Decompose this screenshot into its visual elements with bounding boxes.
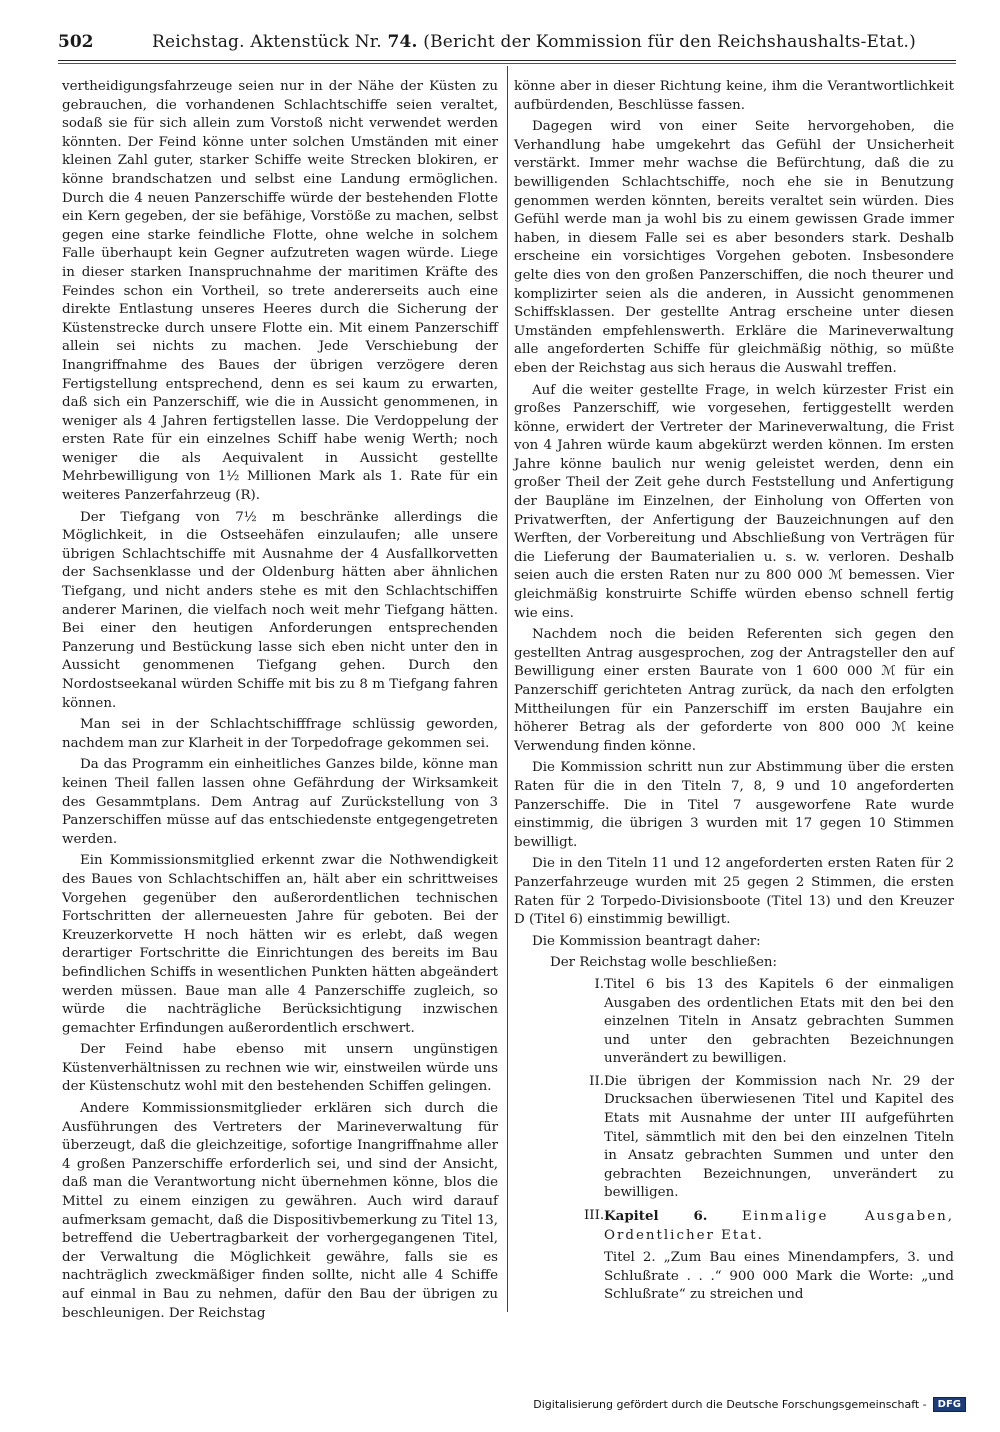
dfg-logo: DFG (933, 1397, 966, 1412)
chapter-label: Kapitel 6. (604, 1208, 708, 1225)
right-column (514, 78, 954, 1308)
footer-text: Digitalisierung gefördert durch die Deutsche Forschungsgemeinschaft - (533, 1398, 927, 1411)
right-paragraph: Nachdem noch die beiden Referenten sich gegen den gestellten Antrag ausgesprochen, zog der Antragsteller den auf Bewilligung einer ersten Baurate von 1 600 000 ℳ für ein Panzerschiff gerichteten Antrag zurück, da nach den erfolgten Mittheilungen für ein Panzerschiff im ersten Baujahre ein höherer Betrag als der geforderte von 800 000 ℳ keine Verwendung finden könne. (514, 627, 954, 754)
item-text: Die übrigen der Kommission nach Nr. 29 der Drucksachen überwiesenen Titel und Kapitel des Etats mit Ausnahme der unter III aufgeführten Titel, sämmtlich mit den bei den einzelnen Titeln in Ansatz gebrachten Summen und unter den gebrachten Bezeichnungen, unverändert zu bewilligen. (604, 1073, 954, 1201)
titel-2-line: Titel 2. „Zum Bau eines Minendampfers, 3. und Schlußrate . . .“ 900 000 Mark die Worte: „und Schlußrate“ zu streichen und (604, 1250, 954, 1303)
left-paragraph: Da das Programm ein einheitliches Ganzes bilde, könne man keinen Theil fallen lassen ohne Gefährdung der Wirksamkeit des Gesammtplans. Dem Antrag auf Zurückstellung von 3 Panzerschiffen müsse auf das entschiedenste entgegengetreten werden. (62, 757, 498, 847)
right-paragraph: Die Kommission schritt nun zur Abstimmung über die ersten Raten für die in den Titeln 7, 8, 9 und 10 angeforderten Panzerschiffe. Die in Titel 7 ausgeworfene Rate wurde einstimmig, die übrigen 3 wurden mit 17 gegen 10 Stimmen bewilligt. (514, 760, 954, 850)
item-mark: II. (589, 1073, 604, 1089)
footer-credit (533, 1397, 966, 1412)
motion-intro: Die Kommission beantragt daher: (532, 933, 761, 949)
title-suffix: (Bericht der Kommission für den Reichshaushalts-Etat.) (423, 32, 916, 52)
left-column (62, 78, 498, 1326)
resolve-line: Der Reichstag wolle beschließen: (550, 955, 778, 971)
left-paragraph: Andere Kommissionsmitglieder erklären sich durch die Ausführungen des Vertreters der Marineverwaltung für überzeugt, daß die gleichzeitige, sofortige Inangriffnahme aller 4 großen Panzerschiffe erforderlich sei, und sind der Ansicht, daß man die Verantwortung nicht übernehmen könne, blos die Mittel zu einem einzigen zu gewähren. Auch wird darauf aufmerksam gemacht, daß die Dispositivbemerkung zu Titel 13, betreffend die Uebertragbarkeit der vorhergegangenen Titel, der Verwaltung die Möglichkeit gewähre, falls sie es nachträglich zweckmäßiger finden sollte, nicht alle 4 Schiffe auf einmal in Bau zu nehmen, dafür den Bau der übrigen zu beschleunigen. Der Reichstag (62, 1101, 498, 1321)
left-paragraph: Man sei in der Schlachtschifffrage schlüssig geworden, nachdem man zur Klarheit in der Torpedofrage gekommen sei. (62, 717, 498, 751)
page-header (58, 32, 954, 58)
document-number: 74. (387, 32, 418, 52)
column-divider (507, 66, 508, 1312)
right-paragraph: Auf die weiter gestellte Frage, in welch kürzester Frist ein großes Panzerschiff, wie vorgesehen, fertiggestellt werden könne, erwidert der Vertreter der Marineverwaltung, die Frist von 4 Jahren würde kaum abgekürzt werden können. Im ersten Jahre könne baulich nur wenig geleistet werden, denn ein großer Theil der Zeit gehe durch Feststellung und Anfertigung der Baupläne im Einzelnen, der Einholung von Offerten von Privatwerften, der Anfertigung der Bauzeichnungen auf den Werften, der Vorbereitung und Abschließung von Verträgen für die Lieferung der Baumaterialien u. s. w. verloren. Deshalb seien auch die ersten Raten nur zu 800 000 ℳ bemessen. Vier gleichmäßig konstruirte Schiffe würden ebenso schnell fertig wie eins. (514, 382, 954, 621)
right-paragraph: Die in den Titeln 11 und 12 angeforderten ersten Raten für 2 Panzerfahrzeuge wurden mit 25 gegen 2 Stimmen, die ersten Raten für 2 Torpedo-Divisionsboote (Titel 13) und den Kreuzer D (Titel 6) einstimmig bewilligt. (514, 856, 954, 928)
title-prefix: Reichstag. Aktenstück Nr. (152, 32, 382, 52)
left-paragraph: vertheidigungsfahrzeuge seien nur in der Nähe der Küsten zu gebrauchen, die vorhandenen Schlachtschiffe seien veraltet, sodaß sie für sich allein zum Vorstoß nicht verwendet werden könnten. Der Feind könne unter solchen Umständen mit einer kleinen Zahl guter, starker Schiffe weite Strecken blokiren, er könne brandschatzen und selbst eine Landung ermöglichen. Durch die 4 neuen Panzerschiffe würde der bestehenden Flotte ein Kern gegeben, der sie befähige, Vorstöße zu machen, selbst gegen eine starke feindliche Flotte, ohne welche in solchem Falle überhaupt kein Gegner aufzutreten wagen würde. Liege in dieser starken Inanspruchnahme der maritimen Kräfte des Feindes schon ein Vortheil, so trete andererseits auch eine direkte Entlastung unseres Heeres durch die Sicherung der Küstenstrecke durch unsere Flotte ein. Mit einem Panzerschiff allein sei nichts zu machen. Jede Verschiebung der Inangriffnahme des Baues der übrigen verzögere deren Fertigstellung entsprechend, denn es sei kaum zu erwarten, daß sich ein Panzerschiff, wie die in Aussicht genommenen, in weniger als 4 Jahren fertigstellen lasse. Die Verdoppelung der ersten Rate für ein einzelnes Schiff habe wenig Werth; noch weniger die als Aequivalent in Aussicht gestellte Mehrbewilligung von 1½ Millionen Mark als 1. Rate für ein weiteres Panzerfahrzeug (R). (62, 79, 498, 504)
motion-item-1 (514, 976, 954, 1069)
right-paragraph: könne aber in dieser Richtung keine, ihm die Verantwortlichkeit aufbürdenden, Beschlüsse fassen. (514, 79, 954, 113)
right-paragraph: Dagegen wird von einer Seite hervorgehoben, die Verhandlung habe umgekehrt das Gefühl der Unsicherheit verstärkt. Immer mehr wachse die Befürchtung, daß die zu bewilligenden Schlachtschiffe, noch ehe sie in Benutzung genommen werden könnten, bereits veraltet sein würden. Dies Gefühl werde man ja wohl bis zu einem gewissen Grade immer haben, in diesem Falle sei es aber besonders stark. Deshalb erscheine ein vorsichtiges Vorgehen geboten. Insbesondere gelte dies von den großen Panzerschiffen, die noch theurer und komplizirter seien als die anderen, in Aussicht genommenen Schiffsklassen. Der gestellte Antrag erscheine unter diesen Umständen empfehlenswerth. Erkläre die Marineverwaltung alle angeforderten Schiffe für gleichmäßig nöthig, so müßte eben der Reichstag aus sich heraus die Auswahl treffen. (514, 119, 954, 376)
left-paragraph: Ein Kommissionsmitglied erkennt zwar die Nothwendigkeit des Baues von Schlachtschiffen an, hält aber ein schrittweises Vorgehen gegenüber den außerordentlichen technischen Fortschritten der allerneuesten Jahre für geboten. Bei der Kreuzerkorvette H noch hätten wir es erlebt, daß wegen derartiger Fortschritte die Einrichtungen des bereits im Bau befindlichen Schiffs in wesentlichen Punkten hätten abgeändert werden müssen. Baue man alle 4 Panzerschiffe zugleich, so würde die nachträgliche Berücksichtigung inzwischen gemachter Erfindungen außerordentlich erschwert. (62, 853, 498, 1036)
left-paragraph: Der Feind habe ebenso mit unsern ungünstigen Küstenverhältnissen zu rechnen wie wir, einstweilen würde uns der Küstenschutz wohl mit den bestehenden Schiffen gelingen. (62, 1042, 498, 1095)
page-number: 502 (58, 32, 94, 52)
running-title (152, 32, 916, 52)
header-rule (58, 60, 956, 61)
motion-item-3 (514, 1207, 954, 1245)
item-mark: III. (584, 1208, 605, 1224)
left-paragraph: Der Tiefgang von 7½ m beschränke allerdings die Möglichkeit, in die Ostseehäfen einzulaufen; alle unsere übrigen Schlachtschiffe mit Ausnahme der 4 Ausfallkorvetten der Sachsenklasse und der Oldenburg hätten aber ähnlichen Tiefgang, und nicht anders stehe es mit den Schlachtschiffen anderer Marinen, die vielfach noch weit mehr Tiefgang hätten. Bei einer den heutigen Anforderungen entsprechenden Panzerung und Bestückung lasse sich eben nicht unter den in Aussicht genommenen Tiefgang gehen. Durch den Nordostseekanal würden Schiffe mit bis zu 8 m Tiefgang fahren können. (62, 509, 498, 711)
item-text: Einmalige Ausgaben, Ordentlicher Etat. (604, 1209, 954, 1243)
motion-item-2 (514, 1073, 954, 1203)
header-rule-thin (58, 63, 956, 64)
item-text: Titel 6 bis 13 des Kapitels 6 der einmaligen Ausgaben des ordentlichen Etats mit den bei den einzelnen Titeln in Ansatz gebrachten Summen und unter den gebrachten Bezeichnungen unverändert zu bewilligen. (604, 976, 954, 1067)
item-mark: I. (594, 976, 604, 992)
